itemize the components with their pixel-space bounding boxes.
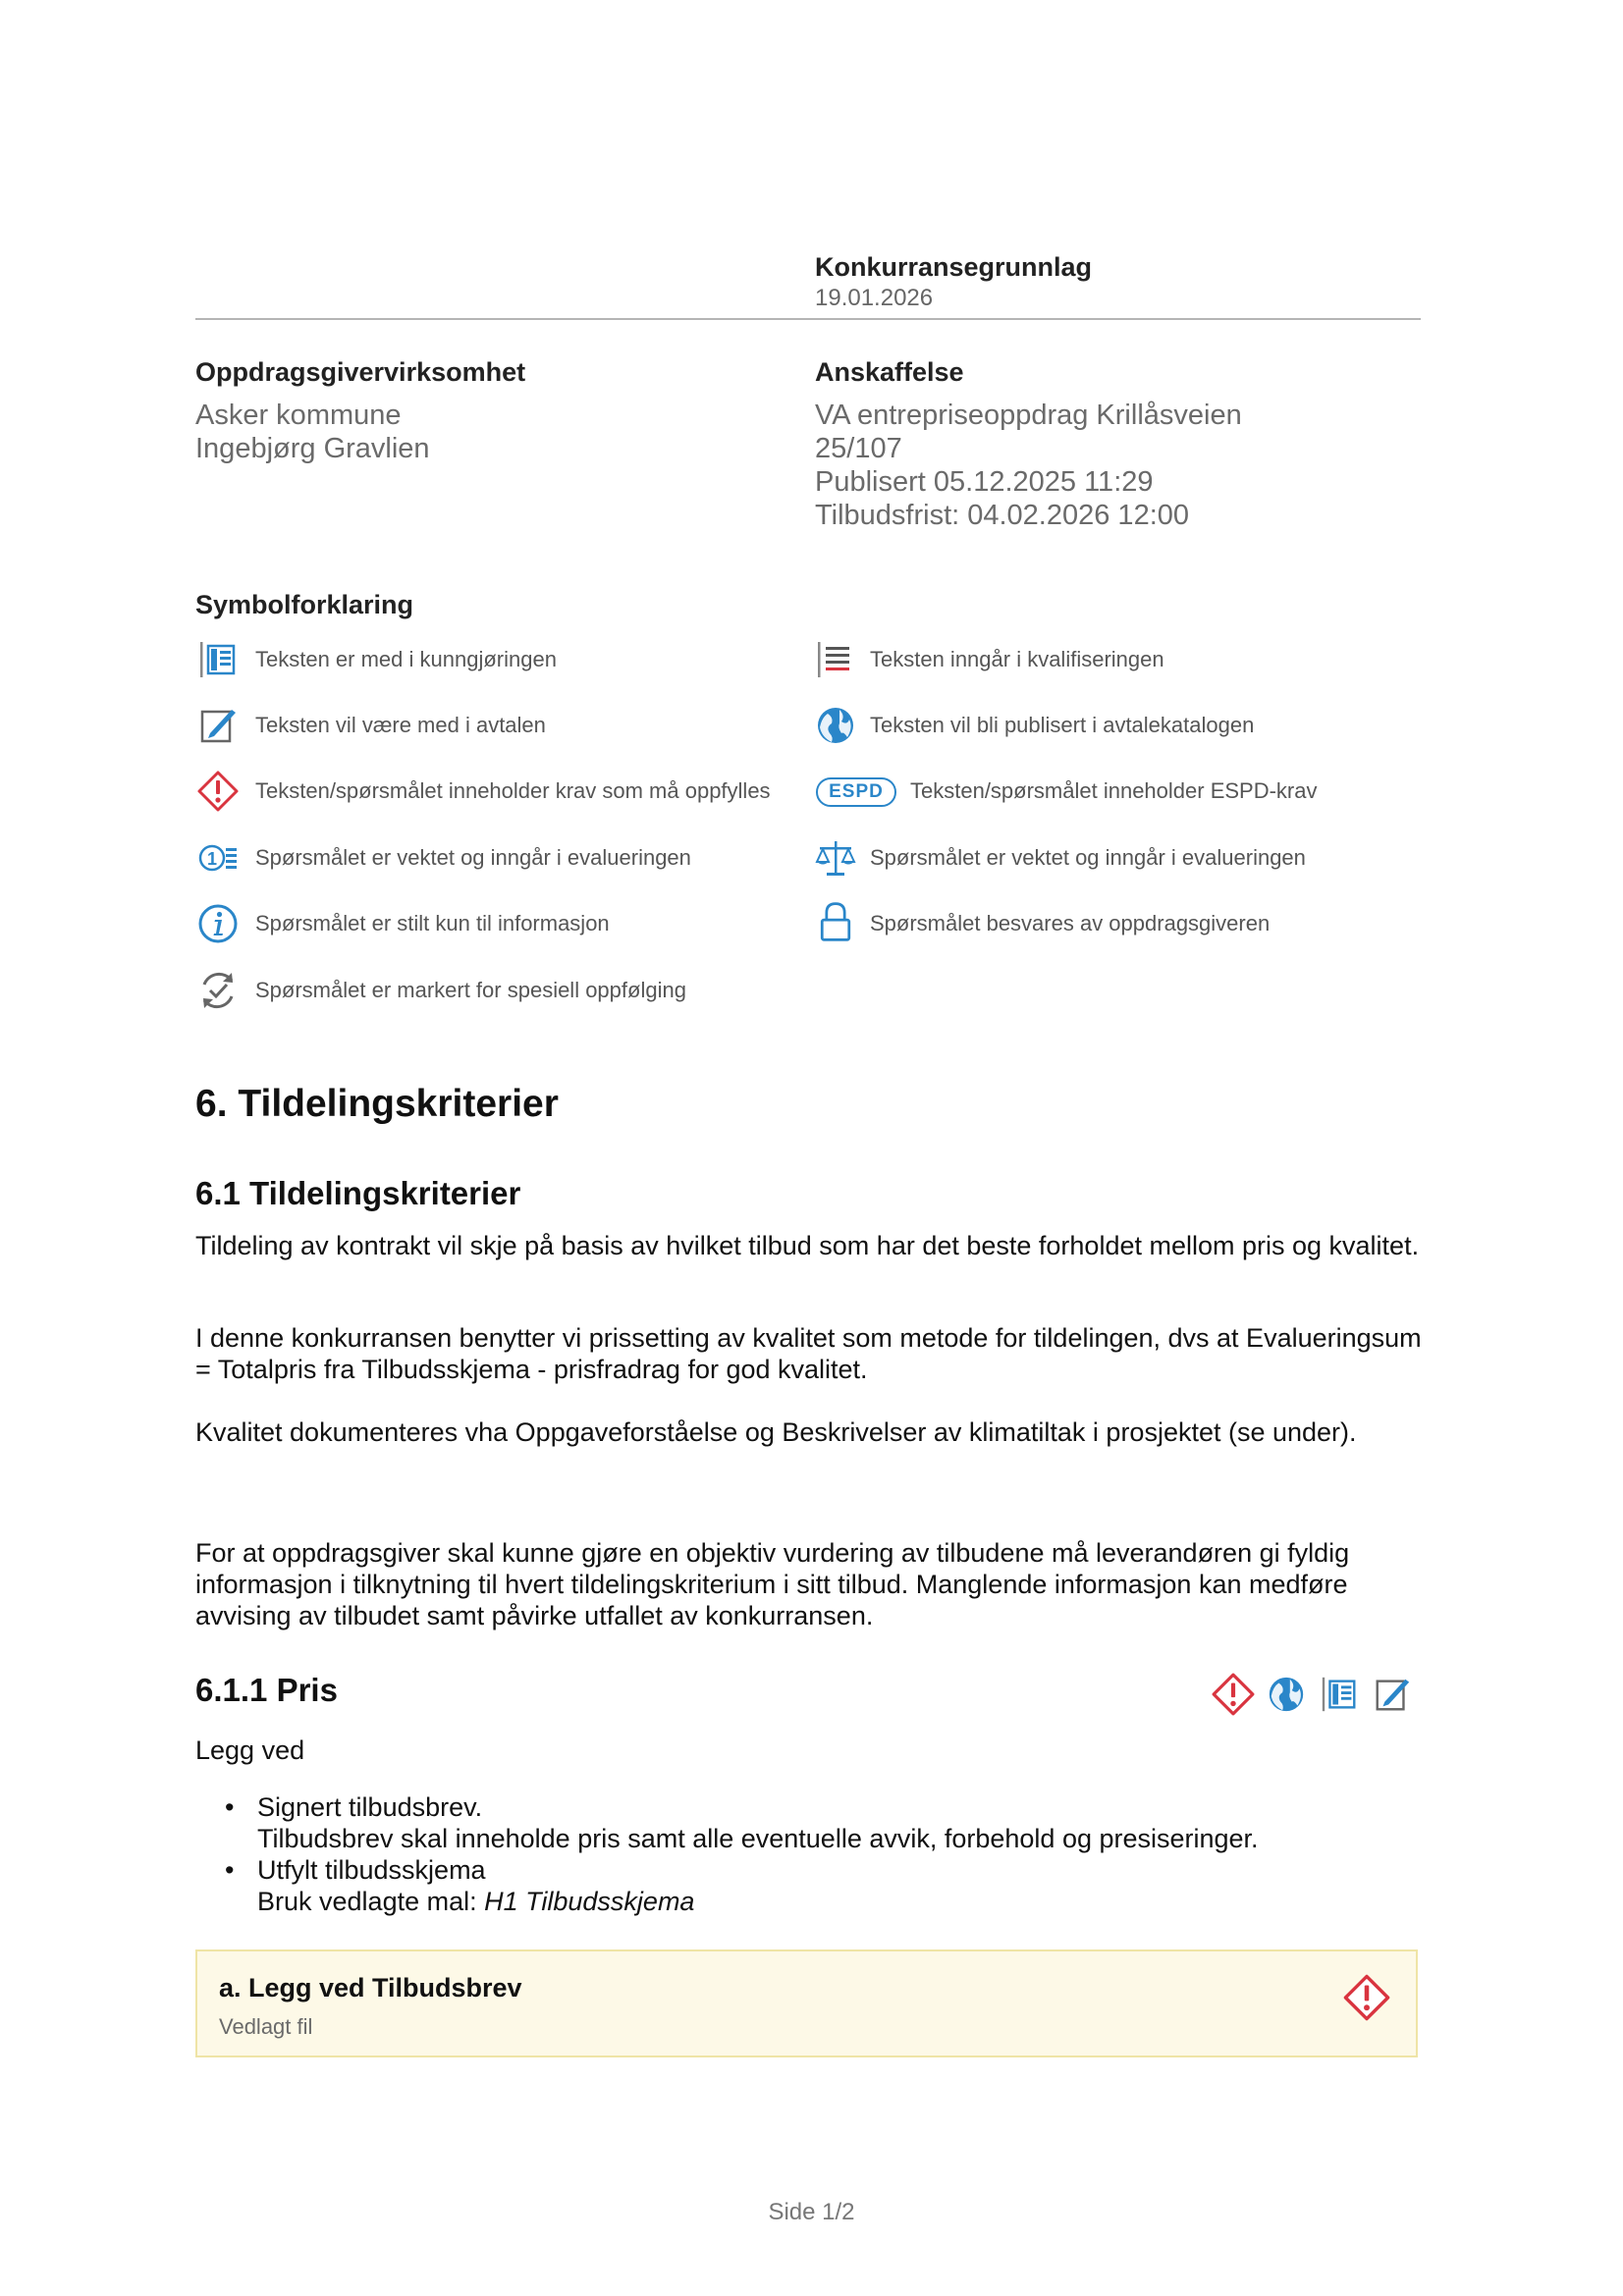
symbol-text: Teksten vil være med i avtalen xyxy=(255,713,546,737)
globe-icon xyxy=(1266,1674,1307,1715)
document-date: 19.01.2026 xyxy=(815,285,934,311)
list-item xyxy=(221,1791,1399,1854)
tender-deadline: Tilbudsfrist: 04.02.2026 12:00 xyxy=(815,500,1190,531)
list-item-detail: Tilbudsbrev skal inneholde pris samt alle eventuelle avvik, forbehold og presiseringer. xyxy=(257,1824,1259,1853)
qualification-icon xyxy=(814,638,857,681)
price-bullet-list xyxy=(221,1791,1399,1917)
requirement-warning-icon xyxy=(196,770,240,813)
symbol-text: Spørsmålet er vektet og inngår i evalueringen xyxy=(255,845,691,870)
list-item-main: Utfylt tilbudsskjema xyxy=(257,1855,486,1885)
paragraph: Kvalitet dokumenteres vha Oppgaveforståelse og Beskrivelser av klimatiltak i prosjektet (se under). xyxy=(195,1417,1357,1447)
espd-badge-icon: ESPD xyxy=(816,777,896,807)
contract-icon xyxy=(1372,1674,1413,1715)
bullet-marker: • xyxy=(225,1855,235,1885)
list-item-detail-text: Bruk vedlagte mal: xyxy=(257,1887,485,1916)
procurement-info xyxy=(815,399,1242,532)
section-heading: 6. Tildelingskriterier xyxy=(195,1083,559,1125)
symbol-text: Spørsmålet besvares av oppdragsgiveren xyxy=(870,911,1271,935)
question-card[interactable] xyxy=(195,1949,1418,2057)
document-title: Konkurransegrunnlag xyxy=(815,252,1093,282)
symbol-text: Teksten/spørsmålet inneholder ESPD-krav xyxy=(910,778,1318,803)
symbol-text: Spørsmålet er stilt kun til informasjon xyxy=(255,911,610,935)
list-item-detail xyxy=(257,1886,1399,1917)
list-item xyxy=(221,1854,1399,1917)
info-icon xyxy=(196,902,240,945)
client-name: Asker kommune xyxy=(195,400,402,431)
subsection-heading: 6.1 Tildelingskriterier xyxy=(195,1175,521,1211)
list-item-main: Signert tilbudsbrev. xyxy=(257,1792,483,1822)
client-contact: Ingebjørg Gravlien xyxy=(195,433,430,464)
price-intro: Legg ved xyxy=(195,1735,305,1765)
requirement-warning-icon xyxy=(1211,1672,1256,1717)
procurement-name: VA entrepriseoppdrag Krillåsveien xyxy=(815,400,1242,431)
question-title: a. Legg ved Tilbudsbrev xyxy=(219,1973,522,2002)
question-answer-type: Vedlagt fil xyxy=(219,2014,313,2039)
page-number: Side 1/2 xyxy=(768,2199,855,2225)
requirement-warning-icon xyxy=(1342,1973,1391,2022)
lock-icon xyxy=(814,900,857,943)
bullet-marker: • xyxy=(225,1792,235,1822)
symbol-text: Teksten inngår i kvalifiseringen xyxy=(870,647,1164,671)
scale-icon xyxy=(814,836,857,880)
header-divider xyxy=(195,318,1421,320)
procurement-number: 25/107 xyxy=(815,433,902,464)
followup-icon xyxy=(196,969,240,1012)
announcement-icon xyxy=(1319,1674,1360,1715)
client-heading: Oppdragsgivervirksomhet xyxy=(195,357,526,387)
paragraph: For at oppdragsgiver skal kunne gjøre en objektiv vurdering av tilbudene må leverandøren gi fyldig informasjon i tilknytning til hvert tildelingskriterium i sitt tilbud. Manglende informasjon kan medføre avvising av tilbudet samt påvirke utfallet av konkurransen. xyxy=(195,1538,1350,1630)
svg-text:1: 1 xyxy=(206,849,218,869)
symbol-text: Teksten vil bli publisert i avtalekatalogen xyxy=(870,713,1255,737)
paragraph: Tildeling av kontrakt vil skje på basis av hvilket tilbud som har det beste forholdet mellom pris og kvalitet. xyxy=(195,1231,1420,1260)
symbol-text: Teksten/spørsmålet inneholder krav som må oppfylles xyxy=(255,778,771,803)
symbol-text: Spørsmålet er vektet og inngår i evalueringen xyxy=(870,845,1306,870)
announcement-icon xyxy=(196,638,240,681)
client-info xyxy=(195,399,430,465)
published-date: Publisert 05.12.2025 11:29 xyxy=(815,466,1154,498)
globe-icon xyxy=(814,704,857,747)
procurement-heading: Anskaffelse xyxy=(815,357,964,387)
symbol-text: Teksten er med i kunngjøringen xyxy=(255,647,557,671)
price-heading: 6.1.1 Pris xyxy=(195,1672,338,1708)
symbol-text: Spørsmålet er markert for spesiell oppfølging xyxy=(255,978,686,1002)
paragraph: I denne konkurransen benytter vi prissetting av kvalitet som metode for tildelingen, dvs at Evalueringsum = Totalpris fra Tilbudsskjema - prisfradrag for god kvalitet. xyxy=(195,1323,1422,1384)
template-reference: H1 Tilbudsskjema xyxy=(484,1887,695,1916)
contract-icon xyxy=(196,704,240,747)
weighted-list-icon xyxy=(196,836,240,880)
symbol-legend-heading: Symbolforklaring xyxy=(195,590,414,619)
